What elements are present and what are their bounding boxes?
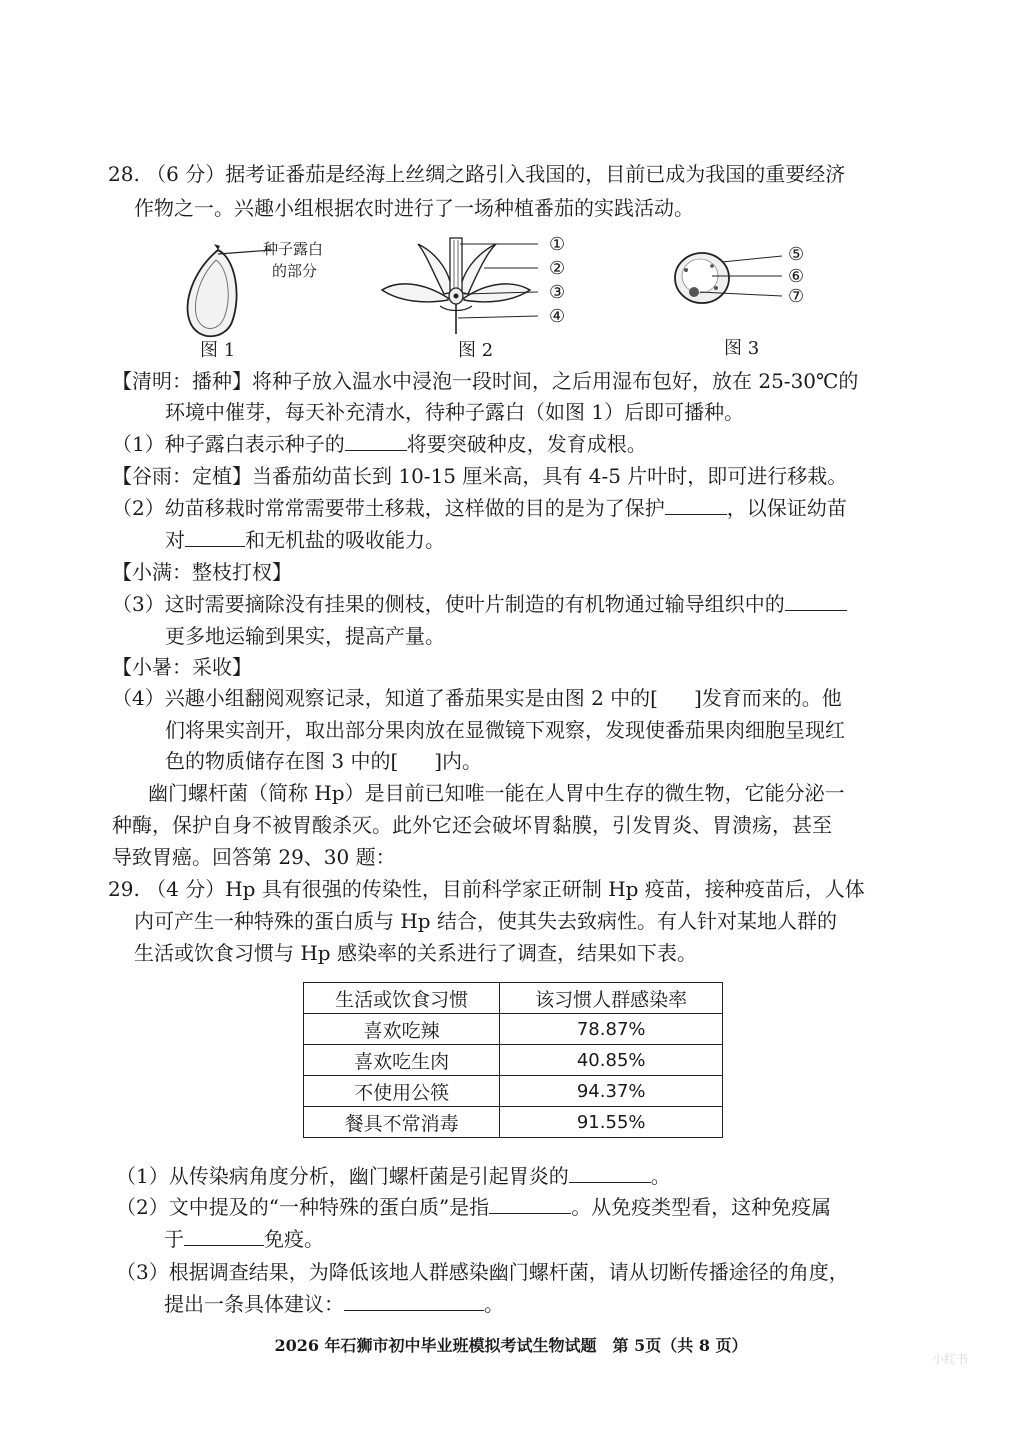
qingming-continuation: 环境中催芽，每天补充清水，待种子露白（如图 1）后即可播种。 xyxy=(165,400,745,424)
hp-intro-line3: 导致胃癌。回答第 29、30 题： xyxy=(112,845,396,869)
q28-sub4-line2: 们将果实剖开，取出部分果肉放在显微镜下观察，发现使番茄果肉细胞呈现红 xyxy=(165,718,845,742)
fig3-label: 图 3 xyxy=(724,338,760,359)
table-header-rate: 该习惯人群感染率 xyxy=(500,983,723,1014)
q29-sub2-text-a: （2）文中提及的“一种特殊的蛋白质”是指 xyxy=(116,1195,490,1219)
watermark-logo: 小红书 xyxy=(932,1352,969,1366)
fig1-label: 图 1 xyxy=(200,340,236,361)
qingming-heading: 【清明：播种】将种子放入温水中浸泡一段时间，之后用湿布包好，放在 25-30℃的 xyxy=(112,369,859,393)
table-cell-rate: 40.85% xyxy=(500,1045,723,1076)
table-cell-rate: 78.87% xyxy=(500,1014,723,1045)
q28-sub2-text-c: 对 xyxy=(165,528,185,552)
table-cell-habit: 餐具不常消毒 xyxy=(304,1107,500,1138)
q29-sub2-line1 xyxy=(116,1193,831,1221)
q29-sub2-line2 xyxy=(164,1225,324,1253)
q29-sub1-text-a: （1）从传染病角度分析，幽门螺杆菌是引起胃炎的 xyxy=(116,1164,569,1188)
infection-rate-table xyxy=(303,982,723,1138)
answer-blank-3[interactable] xyxy=(785,590,847,611)
fig3-marker-6: ⑥ xyxy=(788,266,805,287)
answer-blank-29-3[interactable] xyxy=(344,1290,484,1311)
q28-sub3-line1 xyxy=(112,590,847,618)
figure-2-flower xyxy=(378,232,578,342)
table-header-habit: 生活或饮食习惯 xyxy=(304,983,500,1014)
q28-sub2-line2 xyxy=(165,526,445,554)
fig3-marker-5: ⑤ xyxy=(788,244,805,265)
answer-blank-29-1[interactable] xyxy=(569,1162,651,1183)
q29-sub3-line2 xyxy=(164,1290,504,1318)
table-row xyxy=(304,1107,723,1138)
q29-sub2-text-b: 。从免疫类型看，这种免疫属 xyxy=(571,1195,832,1219)
table-row xyxy=(304,1076,723,1107)
q28-sub1-text-a: （1）种子露白表示种子的 xyxy=(112,432,345,456)
q29-sub2-text-c: 于 xyxy=(164,1227,184,1251)
xiaoshu-heading: 【小暑：采收】 xyxy=(112,655,252,679)
fig2-marker-2: ② xyxy=(549,258,566,279)
q29-line2: 内可产生一种特殊的蛋白质与 Hp 结合，使其失去致病性。有人针对某地人群的 xyxy=(134,909,837,933)
table-row xyxy=(304,1014,723,1045)
table-cell-rate: 94.37% xyxy=(500,1076,723,1107)
fig1-note-line2: 的部分 xyxy=(272,262,318,280)
q29-sub1-text-b: 。 xyxy=(650,1164,671,1188)
q28-sub3-text-a: （3）这时需要摘除没有挂果的侧枝，使叶片制造的有机物通过输导组织中的 xyxy=(112,592,785,616)
fig2-label: 图 2 xyxy=(458,340,494,361)
table-row xyxy=(304,1045,723,1076)
q28-sub4-text-a: （4）兴趣小组翻阅观察记录，知道了番茄果实是由图 2 中的[ xyxy=(112,686,658,710)
q29-line3: 生活或饮食习惯与 Hp 感染率的关系进行了调查，结果如下表。 xyxy=(134,941,697,965)
answer-blank-2a[interactable] xyxy=(665,494,727,515)
table-cell-rate: 91.55% xyxy=(500,1107,723,1138)
q28-sub2-line1 xyxy=(112,494,847,522)
fig2-marker-1: ① xyxy=(549,234,566,255)
q28-sub2-text-b: ，以保证幼苗 xyxy=(726,496,847,520)
q28-sub1-text-b: 将要突破种皮，发育成根。 xyxy=(406,432,647,456)
table-cell-habit: 喜欢吃辣 xyxy=(304,1014,500,1045)
table-cell-habit: 不使用公筷 xyxy=(304,1076,500,1107)
q29-sub3-text-c: 。 xyxy=(484,1292,504,1316)
q28-sub3-line2: 更多地运输到果实，提高产量。 xyxy=(165,624,445,648)
q28-sub2-text-d: 和无机盐的吸收能力。 xyxy=(245,528,445,552)
q28-sub4-text-d: 色的物质储存在图 3 中的[ xyxy=(165,749,399,773)
q29-sub3-text-b: 提出一条具体建议： xyxy=(164,1292,344,1316)
figure-3-cell xyxy=(672,248,792,308)
fig2-marker-4: ④ xyxy=(549,306,566,327)
q29-sub2-text-d: 免疫。 xyxy=(264,1227,324,1251)
q28-sub4-line1 xyxy=(112,684,842,712)
q29-line1: 29. （4 分）Hp 具有很强的传染性，目前科学家正研制 Hp 疫苗，接种疫苗后，人体 xyxy=(108,877,865,901)
q28-line2: 作物之一。兴趣小组根据农时进行了一场种植番茄的实践活动。 xyxy=(134,196,694,220)
q28-sub4-text-e: ]内。 xyxy=(434,749,483,773)
guyu-heading: 【谷雨：定植】当番茄幼苗长到 10-15 厘米高，具有 4-5 片叶时，即可进行移栽。 xyxy=(112,464,848,488)
table-header-row xyxy=(304,983,723,1014)
hp-intro-line1: 幽门螺杆菌（简称 Hp）是目前已知唯一能在人胃中生存的微生物，它能分泌一 xyxy=(148,781,845,805)
q29-sub3-line1: （3）根据调查结果，为降低该地人群感染幽门螺杆菌，请从切断传播途径的角度， xyxy=(116,1260,849,1284)
page-footer: 2026 年石狮市初中毕业班模拟考试生物试题 第 5页（共 8 页） xyxy=(274,1336,748,1355)
q29-sub1 xyxy=(116,1162,671,1190)
xiaoman-heading: 【小满：整枝打杈】 xyxy=(112,560,292,584)
answer-blank-29-2b[interactable] xyxy=(184,1225,264,1246)
q28-sub1 xyxy=(112,430,647,458)
table-cell-habit: 喜欢吃生肉 xyxy=(304,1045,500,1076)
fig1-note-line1: 种子露白 xyxy=(263,240,324,258)
answer-blank-2b[interactable] xyxy=(185,526,245,547)
hp-intro-line2: 种酶，保护自身不被胃酸杀灭。此外它还会破坏胃黏膜，引发胃炎、胃溃疡，甚至 xyxy=(112,813,832,837)
q28-sub4-text-b: ]发育而来的。他 xyxy=(693,686,842,710)
answer-blank-29-2a[interactable] xyxy=(489,1193,571,1214)
answer-blank-1[interactable] xyxy=(345,430,407,451)
fig2-marker-3: ③ xyxy=(549,282,566,303)
fig3-marker-7: ⑦ xyxy=(788,286,805,307)
q28-line1: 28. （6 分）据考证番茄是经海上丝绸之路引入我国的，目前已成为我国的重要经济 xyxy=(108,162,846,186)
q28-sub2-text-a: （2）幼苗移栽时常常需要带土移栽，这样做的目的是为了保护 xyxy=(112,496,665,520)
q28-sub4-line3 xyxy=(165,747,482,775)
